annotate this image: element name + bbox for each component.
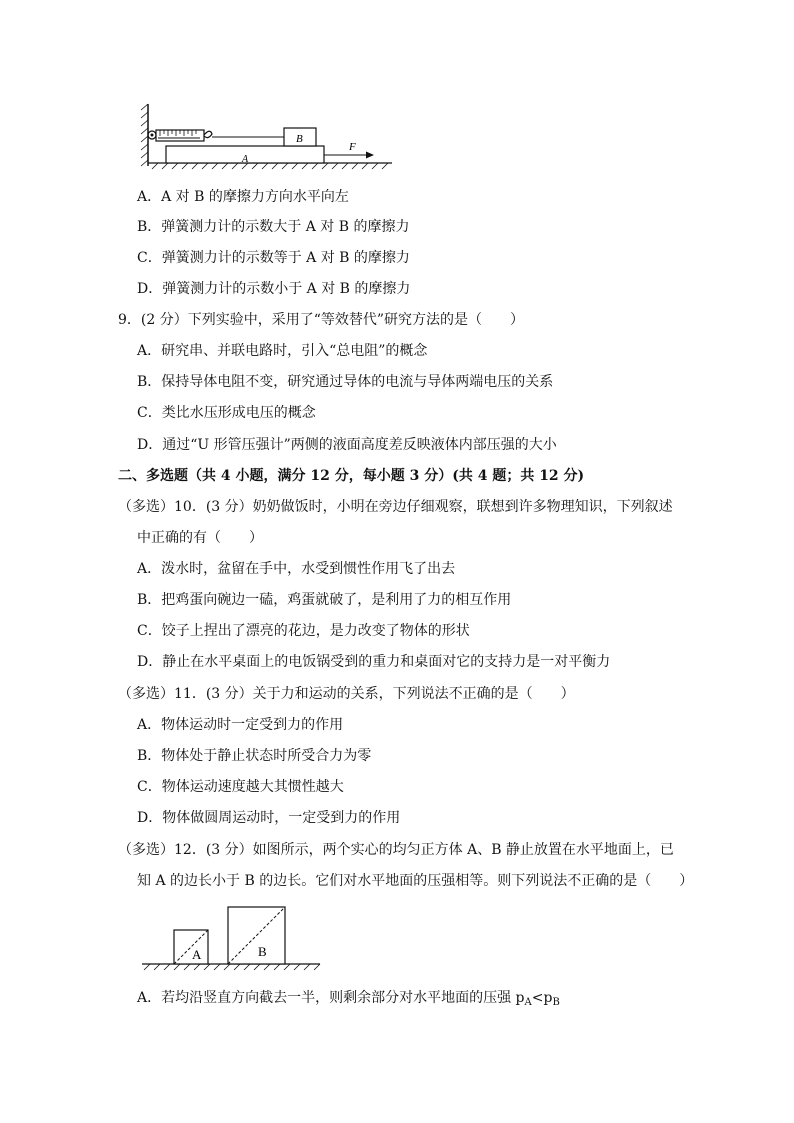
q12-stem-continued: 知 A 的边长小于 B 的边长。它们对水平地面的压强相等。则下列说法不正确的是（ ） xyxy=(137,873,694,889)
q8-option-b: B．弹簧测力计的示数大于 A 对 B 的摩擦力 xyxy=(137,219,410,235)
q12-option-a-text: A．若均沿竖直方向截去一半，则剩余部分对水平地面的压强 p xyxy=(137,990,525,1006)
less-than-p: <p xyxy=(531,990,553,1006)
q9-option-b: B．保持导体电阻不变，研究通过导体的电流与导体两端电压的关系 xyxy=(137,374,554,390)
q12-option-a xyxy=(137,988,560,1013)
q10-option-b: B．把鸡蛋向碗边一磕，鸡蛋就破了，是利用了力的相互作用 xyxy=(137,592,512,608)
q11-option-b: B．物体处于静止状态时所受合力为零 xyxy=(137,748,372,764)
q9-stem: 9．(2 分）下列实验中，采用了“等效替代”研究方法的是（ ） xyxy=(118,312,525,328)
plank-label: A xyxy=(242,154,249,165)
spring-scale-figure xyxy=(138,100,398,172)
q11-option-a: A．物体运动时一定受到力的作用 xyxy=(137,717,344,733)
q11-option-d: D．物体做圆周运动时，一定受到力的作用 xyxy=(137,810,401,826)
q10-stem: （多选）10．(3 分）奶奶做饭时，小明在旁边仔细观察，联想到许多物理知识，下列叙述 xyxy=(118,499,673,515)
cube-a-label: A xyxy=(192,947,202,962)
q8-option-c: C．弹簧测力计的示数等于 A 对 B 的摩擦力 xyxy=(137,250,410,266)
section-heading: 二、多选题（共 4 小题，满分 12 分，每小题 3 分）(共 4 题；共 12 分) xyxy=(118,468,585,484)
block-label: B xyxy=(296,133,303,145)
q11-option-c: C．物体运动速度越大其惯性越大 xyxy=(137,779,344,795)
q8-option-a: A．A 对 B 的摩擦力方向水平向左 xyxy=(137,189,349,205)
subscript-a: A xyxy=(524,997,532,1008)
q10-option-a: A．泼水时，盆留在手中，水受到惯性作用飞了出去 xyxy=(137,561,456,577)
q12-stem: （多选）12．(3 分）如图所示，两个实心的均匀正方体 A、B 静止放置在水平地面上，已 xyxy=(118,842,674,858)
q9-option-c: C．类比水压形成电压的概念 xyxy=(137,405,316,421)
q9-option-a: A．研究串、并联电路时，引入“总电阻”的概念 xyxy=(137,343,428,359)
q10-option-c: C．饺子上捏出了漂亮的花边，是力改变了物体的形状 xyxy=(137,623,470,639)
q9-option-d: D．通过“U 形管压强计”两侧的液面高度差反映液体内部压强的大小 xyxy=(137,437,557,453)
q8-option-d: D．弹簧测力计的示数小于 A 对 B 的摩擦力 xyxy=(137,281,411,297)
q10-option-d: D．静止在水平桌面上的电饭锅受到的重力和桌面对它的支持力是一对平衡力 xyxy=(137,654,611,670)
force-label: F xyxy=(349,141,356,153)
subscript-b: B xyxy=(552,997,560,1008)
cube-b-label: B xyxy=(258,944,267,959)
cubes-figure xyxy=(140,904,324,974)
q11-stem: （多选）11．(3 分）关于力和运动的关系，下列说法不正确的是（ ） xyxy=(118,686,575,702)
q10-stem-continued: 中正确的有（ ） xyxy=(137,530,263,546)
